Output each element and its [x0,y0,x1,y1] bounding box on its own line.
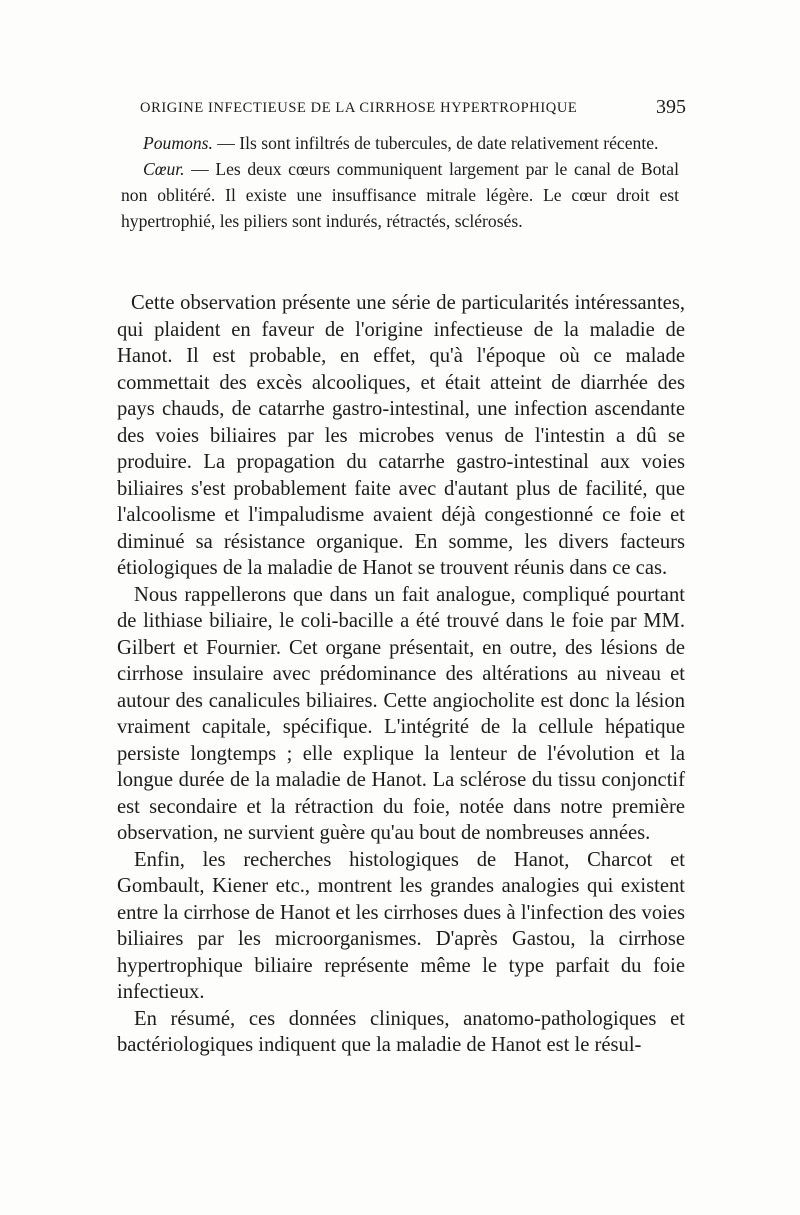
paragraph-observation: Cette observation présente une série de particularités intéressantes, qui plaident en faveur de l'origine infectieuse de la maladie de Hanot. Il est probable, en effet, qu'à l'époque où ce malade commettait des excès alcooliques, et était atteint de diarrhée des pays chauds, de catarrhe gastro-intestinal, une infection ascendante des voies biliaires par les microbes venus de l'intestin a dû se produire. La propagation du catarrhe gastro-intestinal aux voies biliaires s'est probablement faite avec d'autant plus de facilité, que l'alcoolisme et l'impaludisme avaient déjà congestionné ce foie et diminué sa résistance organique. En somme, les divers facteurs étiologiques de la maladie de Hanot se trouvent réunis dans ce cas. [117,292,685,579]
running-title: ORIGINE INFECTIEUSE DE LA CIRRHOSE HYPERTROPHIQUE [140,100,578,116]
paragraph-histology: Enfin, les recherches histologiques de Hanot, Charcot et Gombault, Kiener etc., montrent les grandes analogies qui existent entre la cirrhose de Hanot et les cirrhoses dues à l'infection des voies biliaires par les microorganismes. D'après Gastou, la cirrhose hypertrophique biliaire représente même le type parfait du foie infectieux. [117,848,685,1003]
paragraph-summary: En résumé, ces données cliniques, anatomo-pathologiques et bactériologiques indiquent que la maladie de Hanot est le résul- [117,1007,685,1056]
body-text [117,290,685,1059]
autopsy-notes [121,130,679,234]
note-heart-text: — Les deux cœurs communiquent largement par le canal de Botal non oblitéré. Il existe une insuffisance mitrale légère. Le cœur droit est hypertrophié, les piliers sont indurés, rétractés, sclérosés. [121,159,679,231]
note-heart [121,156,679,234]
note-lungs-text: — Ils sont infiltrés de tubercules, de date relativement récente. [212,133,659,153]
note-lungs-label: Poumons. [143,133,213,153]
running-header [140,96,686,126]
note-heart-label: Cœur. [143,159,185,179]
paragraph-coli-bacille: Nous rappellerons que dans un fait analogue, compliqué pourtant de lithiase biliaire, le coli-bacille a été trouvé dans le foie par MM. Gilbert et Fournier. Cet organe présentait, en outre, des lésions de cirrhose insulaire avec prédominance des altérations au niveau et autour des canalicules biliaires. Cette angiocholite est donc la lésion vraiment capitale, spécifique. L'intégrité de la cellule hépatique persiste longtemps ; elle explique la lenteur de l'évolution et la longue durée de la maladie de Hanot. La sclérose du tissu conjonctif est secondaire et la rétraction du foie, notée dans notre première observation, ne survient guère qu'au bout de nombreuses années. [117,583,685,844]
note-lungs [121,130,679,156]
page-number: 395 [656,96,686,118]
